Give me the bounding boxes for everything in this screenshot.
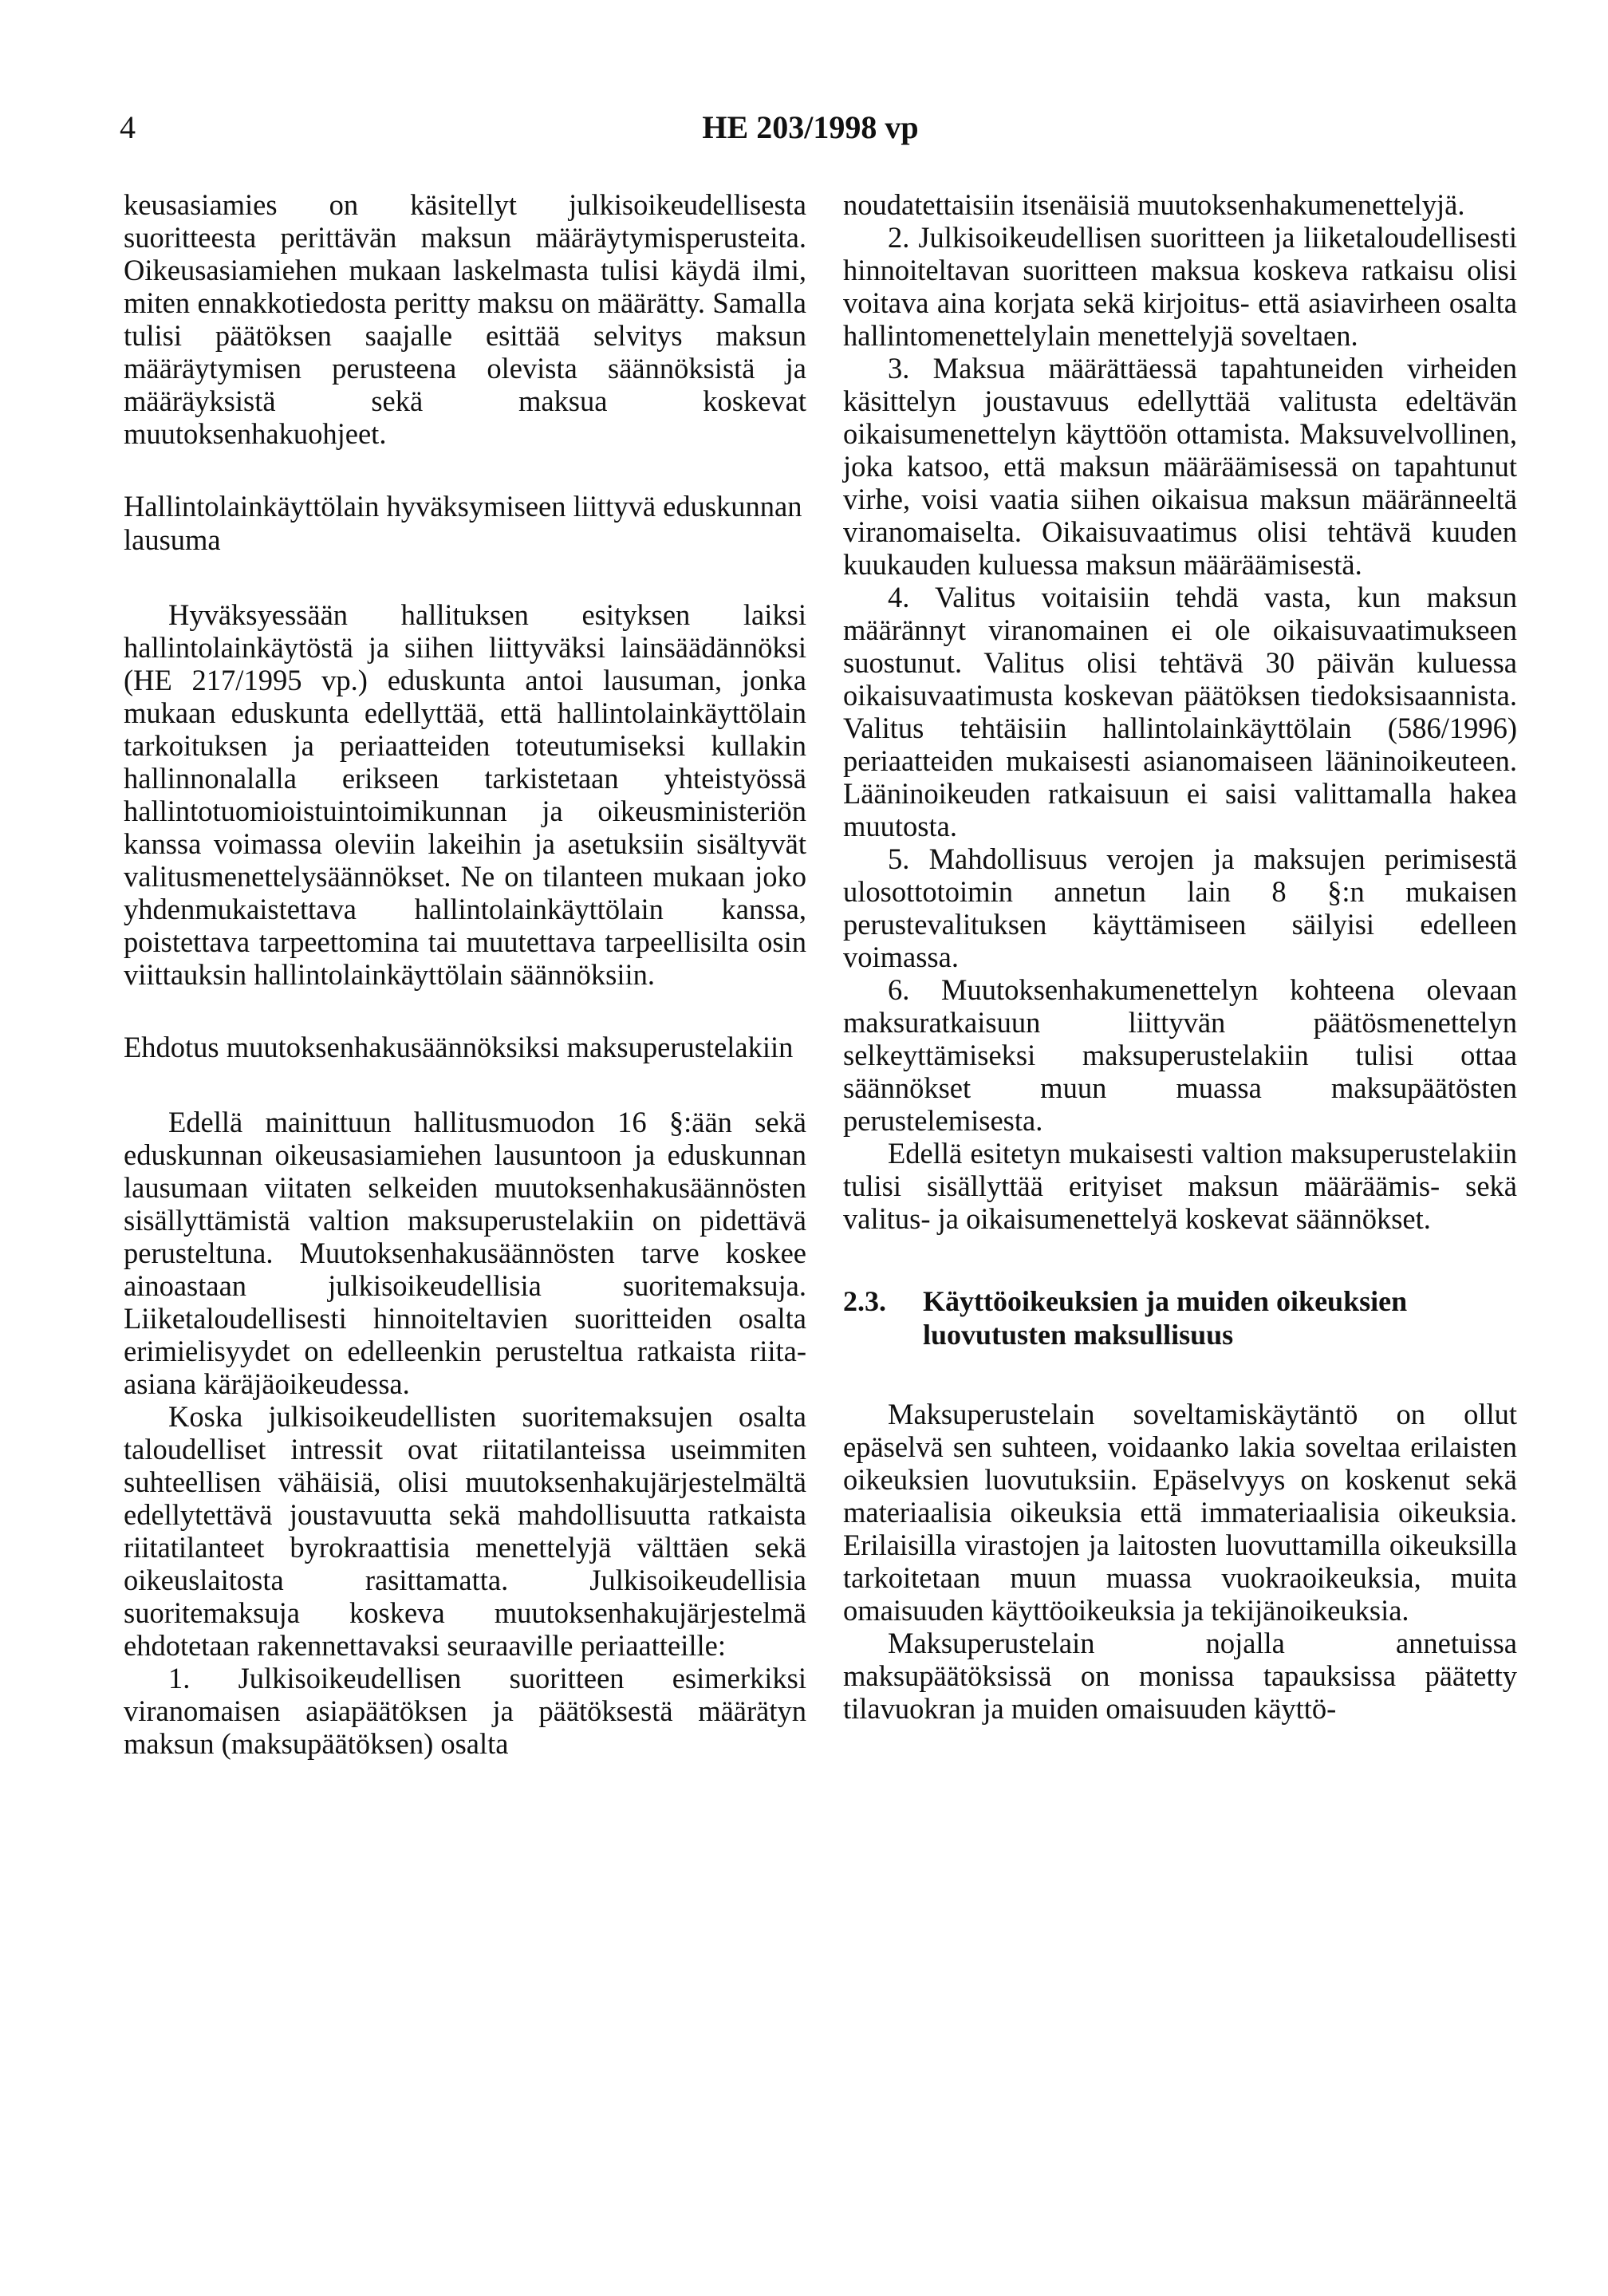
document-id: HE 203/1998 vp bbox=[702, 109, 919, 145]
list-item-4: 4. Valitus voitaisiin tehdä vasta, kun maksun määrännyt viranomainen ei ole oikaisuvaatimukseen suostunut. Valitus olisi tehtävä 30 päivän kuluessa oikaisuvaatimusta koskevan päätöksen tiedoksisaannista. Valitus tehtäisiin hallintolainkäyttölain (586/1996) periaatteiden mukaisesti asianomaiseen lääninoikeuteen. Lääninoikeuden ratkaisuun ei saisi valittamalla hakea muutosta. bbox=[843, 581, 1517, 842]
paragraph: keusasiamies on käsitellyt julkisoikeudellisesta suoritteesta perittävän maksun määräytymisperusteita. Oikeusasiamiehen mukaan laskelmasta tulisi käydä ilmi, miten ennakkotiedosta peritty maksu on määrätty. Samalla tulisi päätöksen saajalle esittää selvitys maksun määräytymisen perusteena olevista säännöksistä ja määräyksistä sekä maksua koskevat muutoksenhakuohjeet. bbox=[124, 188, 806, 450]
paragraph: Hyväksyessään hallituksen esityksen laiksi hallintolainkäytöstä ja siihen liittyväksi lainsäädännöksi (HE 217/1995 vp.) eduskunta antoi lausuman, jonka mukaan eduskunta edellyttää, että hallintolainkäyttölain tarkoituksen ja periaatteiden toteutumiseksi kullakin hallinnonalalla erikseen tarkistetaan yhteistyössä hallintotuomioistuintoimikunnan ja oikeusministeriön kanssa voimassa oleviin lakeihin ja asetuksiin sisältyvät valitusmenettelysäännökset. Ne on tilanteen mukaan joko yhdenmukaistettava hallintolainkäyttölain kanssa, poistettava tarpeettomina tai muutettava tarpeellisilta osin viittauksin hallintolainkäyttölain säännöksiin. bbox=[124, 598, 806, 991]
list-item-6: 6. Muutoksenhakumenettelyn kohteena olevaan maksuratkaisuun liittyvän päätösmenettelyn selkeyttämiseksi maksuperustelakiin tulisi ottaa säännökset muun muassa maksupäätösten perustelemisesta. bbox=[843, 973, 1517, 1137]
paragraph: Maksuperustelain soveltamiskäytäntö on ollut epäselvä sen suhteen, voidaanko lakia soveltaa erilaisten oikeuksien luovutuksiin. Epäselvyys on koskenut sekä materiaalisia oikeuksia että immateriaalisia oikeuksia. Erilaisilla virastojen ja laitosten luovuttamilla oikeuksilla tarkoitetaan muun muassa vuokraoikeuksia, muita omaisuuden käyttöoikeuksia ja tekijänoikeuksia. bbox=[843, 1398, 1517, 1627]
page-header bbox=[120, 108, 1501, 156]
subheading-ehdotus: Ehdotus muutoksenhakusäännöksiksi maksuperustelakiin bbox=[124, 1031, 794, 1063]
section-number: 2.3. bbox=[843, 1285, 886, 1317]
section-title: Käyttöoikeuksien ja muiden oikeuksien luovutusten maksullisuus bbox=[923, 1285, 1408, 1351]
paragraph: Maksuperustelain nojalla annetuissa maksupäätöksissä on monissa tapauksissa päätetty tilavuokran ja muiden omaisuuden käyttö- bbox=[843, 1627, 1517, 1725]
right-column bbox=[843, 188, 1517, 1725]
paragraph: noudatettaisiin itsenäisiä muutoksenhakumenettelyjä. bbox=[843, 188, 1465, 221]
paragraph: Koska julkisoikeudellisten suoritemaksujen osalta taloudelliset intressit ovat riitatilanteissa useimmiten suhteellisen vähäisiä, olisi muutoksenhakujärjestelmältä edellytettävä joustavuutta sekä mahdollisuutta ratkaista riitatilanteet byrokraattisia menettelyjä välttäen sekä oikeuslaitosta rasittamatta. Julkisoikeudellisia suoritemaksuja koskeva muutoksenhakujärjestelmä ehdotetaan rakennettavaksi seuraaville periaatteille: bbox=[124, 1400, 806, 1662]
paragraph: Edellä mainittuun hallitusmuodon 16 §:ään sekä eduskunnan oikeusasiamiehen lausuntoon ja eduskunnan lausumaan viitaten selkeiden muutoksenhakusäännösten sisällyttämistä valtion maksuperustelakiin on pidettävä perusteltuna. Muutoksenhakusäännösten tarve koskee ainoastaan julkisoikeudellisia suoritemaksuja. Liiketaloudellisesti hinnoiteltavien suoritteiden osalta erimielisyydet on edelleenkin perusteltua ratkaista riita-asiana käräjäoikeudessa. bbox=[124, 1106, 806, 1400]
list-item-1: 1. Julkisoikeudellisen suoritteen esimerkiksi viranomaisen asiapäätöksen ja päätöksestä määrätyn maksun (maksupäätöksen) osalta bbox=[124, 1662, 806, 1760]
list-item-5: 5. Mahdollisuus verojen ja maksujen perimisestä ulosottotoimin annetun lain 8 §:n mukaisen perustevalituksen käyttämiseen säilyisi edelleen voimassa. bbox=[843, 842, 1517, 973]
subheading-lausuma: Hallintolainkäyttölain hyväksymiseen liittyvä eduskunnan lausuma bbox=[124, 490, 802, 556]
list-item-3: 3. Maksua määrättäessä tapahtuneiden virheiden käsittelyn joustavuus edellyttää valitusta edeltävän oikaisumenettelyn käyttöön ottamista. Maksuvelvollinen, joka katsoo, että maksun määräämisessä on tapahtunut virhe, voisi vaatia siihen oikaisua maksun määränneeltä viranomaiselta. Oikaisuvaatimus olisi tehtävä kuuden kuukauden kuluessa maksun määräämisestä. bbox=[843, 352, 1517, 581]
paragraph: Edellä esitetyn mukaisesti valtion maksuperustelakiin tulisi sisällyttää erityiset maksun määräämis- sekä valitus- ja oikaisumenettelyä koskevat säännökset. bbox=[843, 1137, 1517, 1235]
left-column bbox=[124, 188, 806, 1760]
section-heading bbox=[843, 1284, 1517, 1351]
page-number: 4 bbox=[120, 109, 136, 145]
list-item-2: 2. Julkisoikeudellisen suoritteen ja liiketaloudellisesti hinnoiteltavan suoritteen maksua koskeva ratkaisu olisi voitava aina korjata sekä kirjoitus- että asiavirheen osalta hallintomenettelylain menettelyjä soveltaen. bbox=[843, 221, 1517, 352]
